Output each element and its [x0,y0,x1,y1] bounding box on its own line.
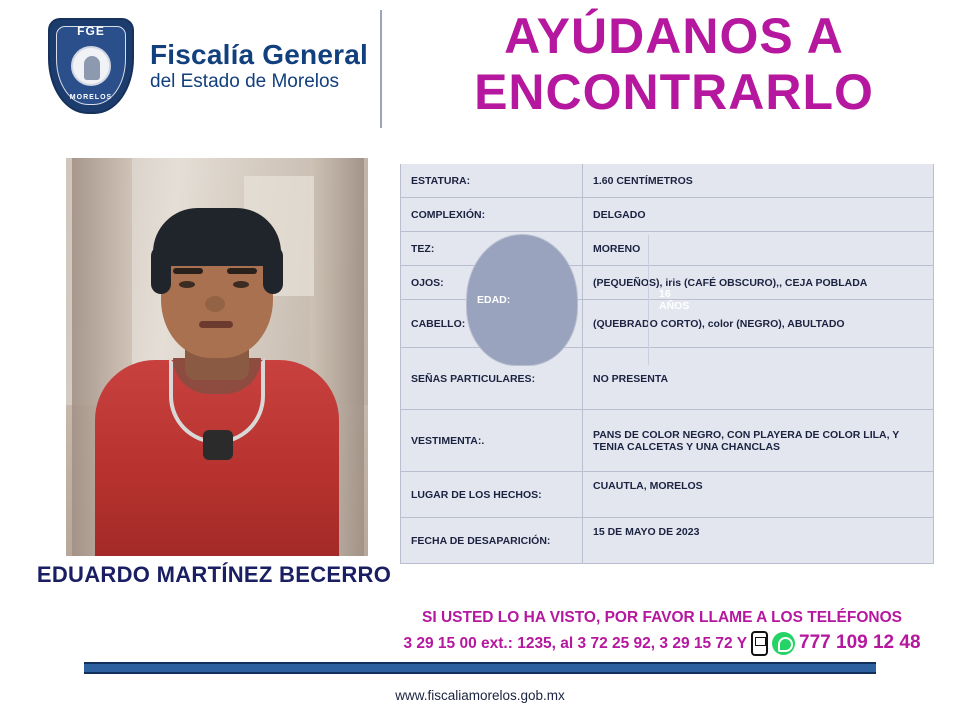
row-value: 15 DE MAYO DE 2023 [593,526,700,538]
footer-bar [84,662,876,674]
row-value: 1.60 CENTÍMETROS [593,174,693,187]
shield-state-label: MORELOS [69,94,113,101]
row-label-text: VESTIMENTA: [411,434,482,447]
shield-acronym: FGE [77,24,105,38]
row-value: MORENO [593,242,641,255]
table-row [400,518,934,564]
contact-line-1: SI USTED LO HA VISTO, POR FAVOR LLAME A LOS TELÉFONOS [422,609,902,626]
person-eyebrow-left [173,268,203,274]
row-label [401,410,583,471]
row-label: TEZ: [401,232,583,265]
person-pendant [203,430,233,460]
person-eye-left [179,281,195,288]
logo-line-2: del Estado de Morelos [150,70,340,92]
person-eyebrow-right [227,268,257,274]
header-divider [380,10,382,128]
row-value: (PEQUEÑOS), iris (CAFÉ OBSCURO),, CEJA POBLADA [593,276,868,289]
row-value: (QUEBRADO CORTO), color (NEGRO), ABULTADO [593,317,845,330]
mobile-phone-icon [751,631,768,656]
headline-line-2: ENCONTRARLO [474,64,874,120]
table-row [400,198,934,232]
row-label: EDAD: [467,235,649,365]
table-row [400,164,934,198]
row-value: 16 AÑOS [659,288,690,312]
row-label-sub: . [481,434,485,447]
person-photo [66,158,368,556]
row-label: ESTATURA: [401,164,583,197]
contact-block [376,606,948,658]
page-title [400,8,948,120]
row-value: DELGADO [593,208,646,221]
logo-wordmark [150,40,368,91]
row-label: FECHA DE DESAPARICIÓN: [401,518,583,563]
whatsapp-icon [772,632,795,655]
row-label: SEÑAS PARTICULARES: [401,348,583,409]
headline-line-1: AYÚDANOS A [504,8,844,64]
whatsapp-number: 777 109 12 48 [799,632,921,654]
contact-line-2 [376,629,948,658]
person-name: EDUARDO MARTÍNEZ BECERRO [36,562,392,587]
person-eye-right [233,281,249,288]
logo-line-1: Fiscalía General [150,39,368,71]
person-hair-left [151,246,171,294]
person-mouth [199,321,233,328]
shield-emblem-icon [71,46,111,86]
contact-phones: 3 29 15 00 ext.: 1235, al 3 72 25 92, 3 29 15 72 Y [403,634,748,652]
details-table [400,164,934,564]
table-row [400,472,934,518]
fge-logo [48,18,368,114]
shield-icon [48,18,134,114]
row-label: LUGAR DE LOS HECHOS: [401,472,583,517]
person-nose [205,296,225,312]
row-label: OJOS: [401,266,583,299]
person-figure [95,226,339,556]
table-row [400,410,934,472]
footer-url[interactable]: www.fiscaliamorelos.gob.mx [395,688,565,703]
row-label: COMPLEXIÓN: [401,198,583,231]
row-value: PANS DE COLOR NEGRO, CON PLAYERA DE COLOR LILA, Y TENIA CALCETAS Y UNA CHANCLAS [593,428,900,453]
person-hair [153,208,281,266]
poster-header [0,0,960,148]
row-label: CABELLO: [401,300,583,347]
row-value: NO PRESENTA [593,372,669,385]
row-value: CUAUTLA, MORELOS [593,480,703,492]
person-hair-right [263,246,283,294]
